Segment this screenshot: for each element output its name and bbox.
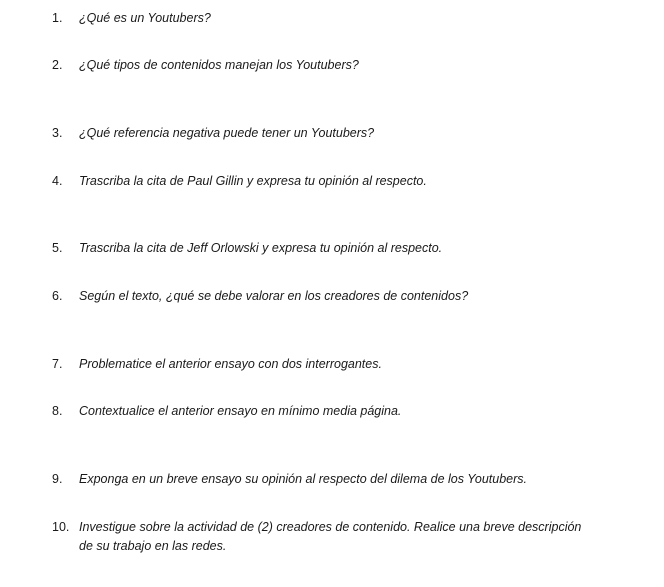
question-number: 10. <box>52 520 70 534</box>
question-number: 9. <box>52 472 63 486</box>
question-number: 3. <box>52 126 63 140</box>
question-text: Trascriba la cita de Paul Gillin y expresa tu opinión al respecto. <box>79 174 427 188</box>
question-text: Investigue sobre la actividad de (2) creadores de contenido. Realice una breve descripción <box>79 520 582 534</box>
question-text: Problematice el anterior ensayo con dos interrogantes. <box>79 357 382 371</box>
question-text-continuation: de su trabajo en las redes. <box>79 539 227 553</box>
question-text: ¿Qué referencia negativa puede tener un Youtubers? <box>79 126 375 140</box>
question-text: ¿Qué tipos de contenidos manejan los Youtubers? <box>79 58 359 72</box>
question-text: Contextualice el anterior ensayo en mínimo media página. <box>79 404 402 418</box>
question-text: Según el texto, ¿qué se debe valorar en los creadores de contenidos? <box>79 289 469 303</box>
question-number: 7. <box>52 357 63 371</box>
question-number: 5. <box>52 241 63 255</box>
question-text: Trascriba la cita de Jeff Orlowski y expresa tu opinión al respecto. <box>79 241 443 255</box>
question-text: Exponga en un breve ensayo su opinión al respecto del dilema de los Youtubers. <box>79 472 527 486</box>
question-number: 6. <box>52 289 63 303</box>
question-number: 8. <box>52 404 63 418</box>
question-text: ¿Qué es un Youtubers? <box>79 11 211 25</box>
question-number: 4. <box>52 174 63 188</box>
question-number: 1. <box>52 11 63 25</box>
question-number: 2. <box>52 58 63 72</box>
question-item <box>0 518 664 558</box>
